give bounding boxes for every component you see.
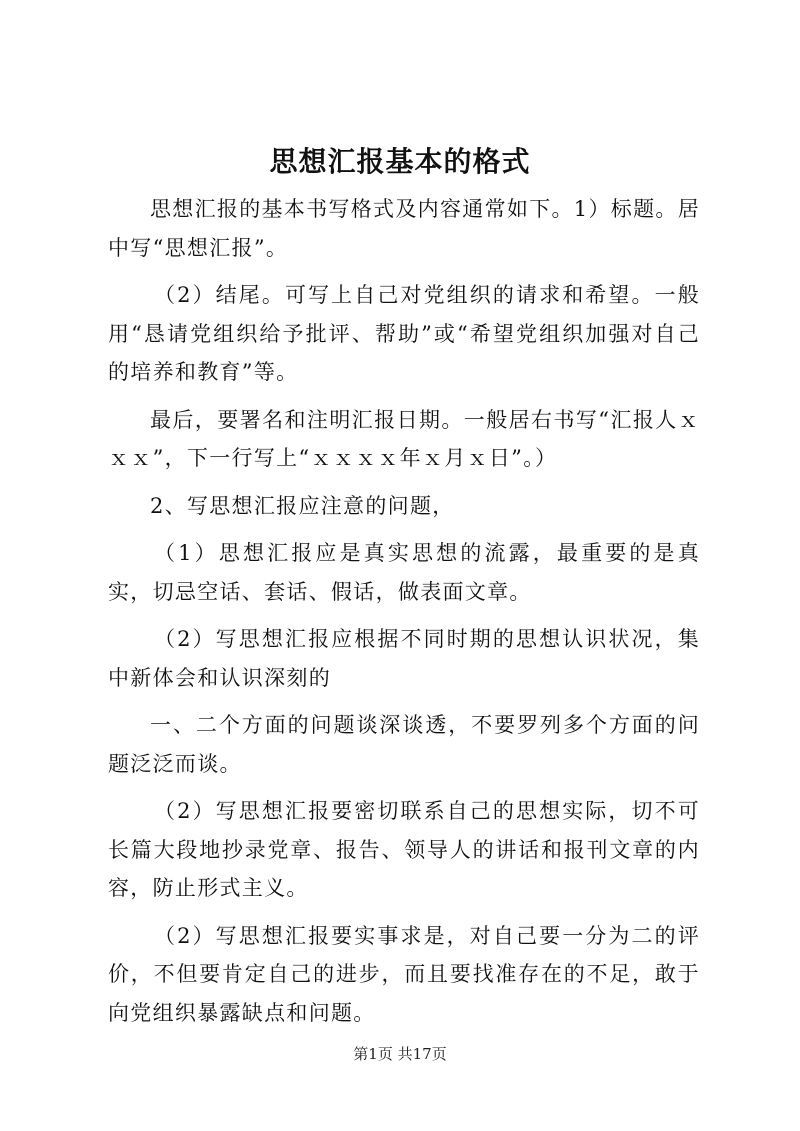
paragraph-intro: 思想汇报的基本书写格式及内容通常如下。1）标题。居中写“思想汇报”。 [108,197,700,260]
paragraph-ending: （2）结尾。可写上自己对党组织的请求和希望。一般用“恳请党组织给予批评、帮助”或“希望党组织加强对自己的培养和教育”等。 [108,283,700,384]
paragraph-signature: 最后，要署名和注明汇报日期。一般居右书写“汇报人ｘｘｘ”，下一行写上“ｘｘｘｘ年ｘ月ｘ日”。） [108,407,700,470]
paragraph-note-2: （2）写思想汇报应根据不同时期的思想认识状况，集中新体会和认识深刻的 [108,627,700,690]
paragraph-note-2-continued: 一、二个方面的问题谈深谈透，不要罗列多个方面的问题泛泛而谈。 [108,713,700,776]
document-body [108,190,700,1041]
page-number-footer: 第1页 共17页 [353,1045,447,1063]
paragraph-note-3: （2）写思想汇报要密切联系自己的思想实际，切不可长篇大段地抄录党章、报告、领导人的讲话和报刊文章的内容，防止形式主义。 [108,799,700,900]
paragraph-note-4: （2）写思想汇报要实事求是，对自己要一分为二的评价，不但要肯定自己的进步，而且要找准存在的不足，敢于向党组织暴露缺点和问题。 [108,923,700,1025]
paragraph-notes-heading: 2、写思想汇报应注意的问题， [150,493,455,518]
paragraph-note-1: （1）思想汇报应是真实思想的流露，最重要的是真实，切忌空话、套话、假话，做表面文章。 [108,541,700,604]
document-title: 思想汇报基本的格式 [269,145,531,178]
